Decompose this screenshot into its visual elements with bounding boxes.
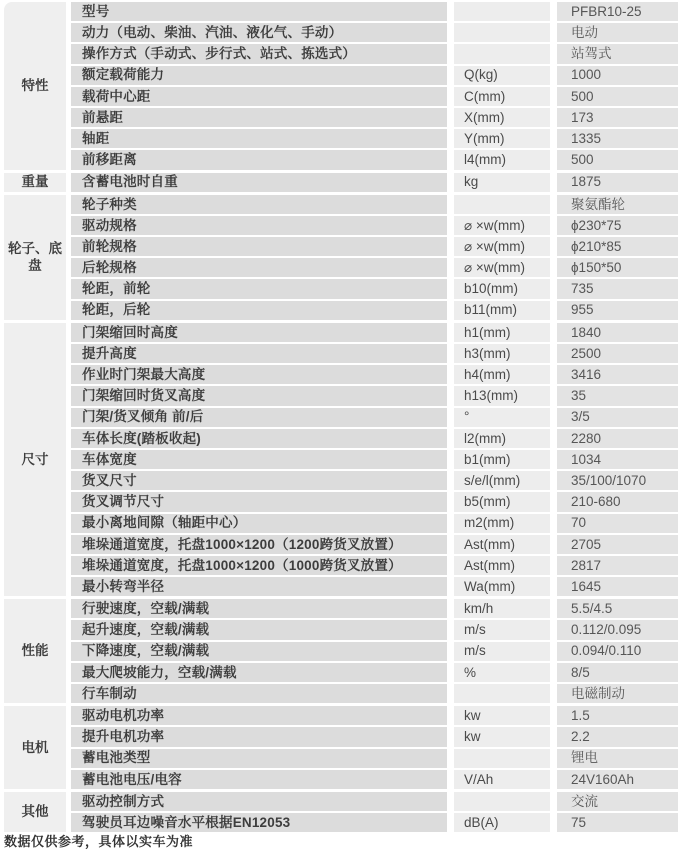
table-row [71, 87, 678, 106]
table-row [71, 279, 678, 298]
param-cell: 额定载荷能力 [71, 66, 447, 85]
unit-cell: h13(mm) [454, 386, 550, 405]
table-row [71, 556, 678, 575]
table-row [71, 2, 678, 21]
unit-cell: C(mm) [454, 87, 550, 106]
unit-cell: km/h [454, 599, 550, 618]
table-row [71, 813, 678, 832]
table-row [71, 195, 678, 214]
table-row [71, 301, 678, 320]
param-cell: 货叉调节尺寸 [71, 492, 447, 511]
value-cell: 聚氨酯轮 [557, 195, 678, 214]
param-cell: 门架缩回时高度 [71, 323, 447, 342]
unit-cell: b11(mm) [454, 301, 550, 320]
unit-cell: s/e/l(mm) [454, 471, 550, 490]
value-cell: 3416 [557, 365, 678, 384]
value-cell: 35 [557, 386, 678, 405]
value-cell: 2280 [557, 429, 678, 448]
table-row [71, 237, 678, 256]
param-cell: 堆垛通道宽度，托盘1000×1200（1200跨货叉放置） [71, 535, 447, 554]
table-row [71, 344, 678, 363]
value-cell: 站驾式 [557, 44, 678, 63]
unit-cell: kg [454, 173, 550, 192]
value-cell: 0.112/0.095 [557, 620, 678, 639]
unit-cell: h4(mm) [454, 365, 550, 384]
unit-cell: Y(mm) [454, 129, 550, 148]
value-cell: 173 [557, 108, 678, 127]
group-rows [71, 173, 678, 192]
value-cell: 5.5/4.5 [557, 599, 678, 618]
table-row [71, 727, 678, 746]
param-cell: 前悬距 [71, 108, 447, 127]
table-row [71, 129, 678, 148]
param-cell: 操作方式（手动式、步行式、站式、拣选式） [71, 44, 447, 63]
category-label: 其他 [21, 804, 49, 820]
value-cell: 500 [557, 87, 678, 106]
param-cell: 驱动电机功率 [71, 706, 447, 725]
table-row [71, 535, 678, 554]
param-cell: 动力（电动、柴油、汽油、液化气、手动） [71, 23, 447, 42]
unit-cell [454, 684, 550, 703]
value-cell: 1.5 [557, 706, 678, 725]
param-cell: 起升速度，空载/满载 [71, 620, 447, 639]
table-row [71, 492, 678, 511]
unit-cell: Wa(mm) [454, 577, 550, 596]
value-cell: 210-680 [557, 492, 678, 511]
unit-cell: m/s [454, 642, 550, 661]
spec-group [4, 792, 678, 832]
group-rows [71, 599, 678, 703]
param-cell: 最小离地间隙（轴距中心） [71, 514, 447, 533]
value-cell: ϕ150*50 [557, 258, 678, 277]
param-cell: 车体宽度 [71, 450, 447, 469]
param-cell: 蓄电池电压/电容 [71, 770, 447, 789]
group-rows [71, 2, 678, 170]
value-cell: 2817 [557, 556, 678, 575]
category-label: 电机 [21, 739, 49, 755]
spec-group [4, 323, 678, 596]
param-cell: 轮子种类 [71, 195, 447, 214]
value-cell: ϕ210*85 [557, 237, 678, 256]
category-cell [4, 195, 66, 320]
unit-cell: b5(mm) [454, 492, 550, 511]
category-label: 尺寸 [21, 451, 49, 467]
param-cell: 驾驶员耳边噪音水平根据EN12053 [71, 813, 447, 832]
unit-cell: l4(mm) [454, 150, 550, 169]
param-cell: 驱动规格 [71, 216, 447, 235]
param-cell: 门架/货叉倾角 前/后 [71, 408, 447, 427]
param-cell: 堆垛通道宽度，托盘1000×1200（1000跨货叉放置） [71, 556, 447, 575]
value-cell: 35/100/1070 [557, 471, 678, 490]
category-label: 特性 [21, 77, 49, 93]
table-row [71, 514, 678, 533]
category-cell [4, 706, 66, 789]
value-cell: 电动 [557, 23, 678, 42]
value-cell: 锂电 [557, 749, 678, 768]
unit-cell: Ast(mm) [454, 556, 550, 575]
unit-cell: Ast(mm) [454, 535, 550, 554]
spec-group [4, 706, 678, 789]
value-cell: 1645 [557, 577, 678, 596]
param-cell: 车体长度(踏板收起) [71, 429, 447, 448]
table-row [71, 108, 678, 127]
table-row [71, 599, 678, 618]
param-cell: 门架缩回时货叉高度 [71, 386, 447, 405]
table-row [71, 792, 678, 811]
param-cell: 轴距 [71, 129, 447, 148]
param-cell: 前移距离 [71, 150, 447, 169]
unit-cell [454, 44, 550, 63]
spec-group [4, 599, 678, 703]
group-rows [71, 792, 678, 832]
value-cell: ϕ230*75 [557, 216, 678, 235]
category-cell [4, 599, 66, 703]
param-cell: 载荷中心距 [71, 87, 447, 106]
unit-cell: l2(mm) [454, 429, 550, 448]
unit-cell [454, 23, 550, 42]
table-row [71, 450, 678, 469]
spec-group [4, 173, 678, 192]
param-cell: 作业时门架最大高度 [71, 365, 447, 384]
category-label: 重量 [21, 174, 49, 190]
unit-cell: dB(A) [454, 813, 550, 832]
table-row [71, 642, 678, 661]
table-row [71, 66, 678, 85]
value-cell: 2705 [557, 535, 678, 554]
value-cell: 1000 [557, 66, 678, 85]
unit-cell: ⌀ ×w(mm) [454, 216, 550, 235]
unit-cell [454, 195, 550, 214]
param-cell: 提升高度 [71, 344, 447, 363]
param-cell: 下降速度，空载/满载 [71, 642, 447, 661]
value-cell: 75 [557, 813, 678, 832]
unit-cell: kw [454, 706, 550, 725]
param-cell: 型号 [71, 2, 447, 21]
spec-group [4, 195, 678, 320]
value-cell: 1840 [557, 323, 678, 342]
table-row [71, 684, 678, 703]
table-row [71, 386, 678, 405]
param-cell: 后轮规格 [71, 258, 447, 277]
category-cell [4, 173, 66, 192]
unit-cell: m2(mm) [454, 514, 550, 533]
table-row [71, 408, 678, 427]
unit-cell: b10(mm) [454, 279, 550, 298]
value-cell: 2.2 [557, 727, 678, 746]
param-cell: 驱动控制方式 [71, 792, 447, 811]
unit-cell [454, 749, 550, 768]
table-row [71, 706, 678, 725]
param-cell: 轮距，后轮 [71, 301, 447, 320]
spec-table [4, 2, 678, 832]
table-row [71, 365, 678, 384]
param-cell: 最小转弯半径 [71, 577, 447, 596]
param-cell: 行驶速度，空载/满载 [71, 599, 447, 618]
category-cell [4, 2, 66, 170]
table-row [71, 323, 678, 342]
value-cell: 955 [557, 301, 678, 320]
unit-cell: % [454, 663, 550, 682]
group-rows [71, 706, 678, 789]
unit-cell: Q(kg) [454, 66, 550, 85]
table-row [71, 471, 678, 490]
param-cell: 货叉尺寸 [71, 471, 447, 490]
param-cell: 含蓄电池时自重 [71, 173, 447, 192]
value-cell: 735 [557, 279, 678, 298]
value-cell: 1875 [557, 173, 678, 192]
table-row [71, 150, 678, 169]
value-cell: 70 [557, 514, 678, 533]
table-row [71, 770, 678, 789]
table-row [71, 577, 678, 596]
unit-cell: ° [454, 408, 550, 427]
unit-cell: V/Ah [454, 770, 550, 789]
unit-cell: ⌀ ×w(mm) [454, 258, 550, 277]
category-label: 性能 [21, 643, 49, 659]
value-cell: 电磁制动 [557, 684, 678, 703]
table-row [71, 429, 678, 448]
footer-note: 数据仅供参考，具体以实车为准 [4, 834, 194, 849]
table-row [71, 749, 678, 768]
param-cell: 蓄电池类型 [71, 749, 447, 768]
category-cell [4, 323, 66, 596]
value-cell: 1335 [557, 129, 678, 148]
category-label: 轮子、底盘 [8, 240, 62, 274]
param-cell: 行车制动 [71, 684, 447, 703]
param-cell: 前轮规格 [71, 237, 447, 256]
unit-cell [454, 792, 550, 811]
group-rows [71, 195, 678, 320]
unit-cell: b1(mm) [454, 450, 550, 469]
unit-cell: X(mm) [454, 108, 550, 127]
value-cell: 500 [557, 150, 678, 169]
unit-cell: m/s [454, 620, 550, 639]
table-row [71, 620, 678, 639]
unit-cell: ⌀ ×w(mm) [454, 237, 550, 256]
value-cell: 8/5 [557, 663, 678, 682]
unit-cell: h1(mm) [454, 323, 550, 342]
table-row [71, 216, 678, 235]
value-cell: 24V160Ah [557, 770, 678, 789]
value-cell: 0.094/0.110 [557, 642, 678, 661]
value-cell: PFBR10-25 [557, 2, 678, 21]
category-cell [4, 792, 66, 832]
param-cell: 轮距，前轮 [71, 279, 447, 298]
table-row [71, 258, 678, 277]
value-cell: 交流 [557, 792, 678, 811]
value-cell: 3/5 [557, 408, 678, 427]
param-cell: 最大爬坡能力，空载/满载 [71, 663, 447, 682]
table-row [71, 173, 678, 192]
value-cell: 1034 [557, 450, 678, 469]
param-cell: 提升电机功率 [71, 727, 447, 746]
unit-cell [454, 2, 550, 21]
unit-cell: h3(mm) [454, 344, 550, 363]
group-rows [71, 323, 678, 596]
spec-group [4, 2, 678, 170]
unit-cell: kw [454, 727, 550, 746]
value-cell: 2500 [557, 344, 678, 363]
table-row [71, 23, 678, 42]
table-row [71, 44, 678, 63]
table-row [71, 663, 678, 682]
